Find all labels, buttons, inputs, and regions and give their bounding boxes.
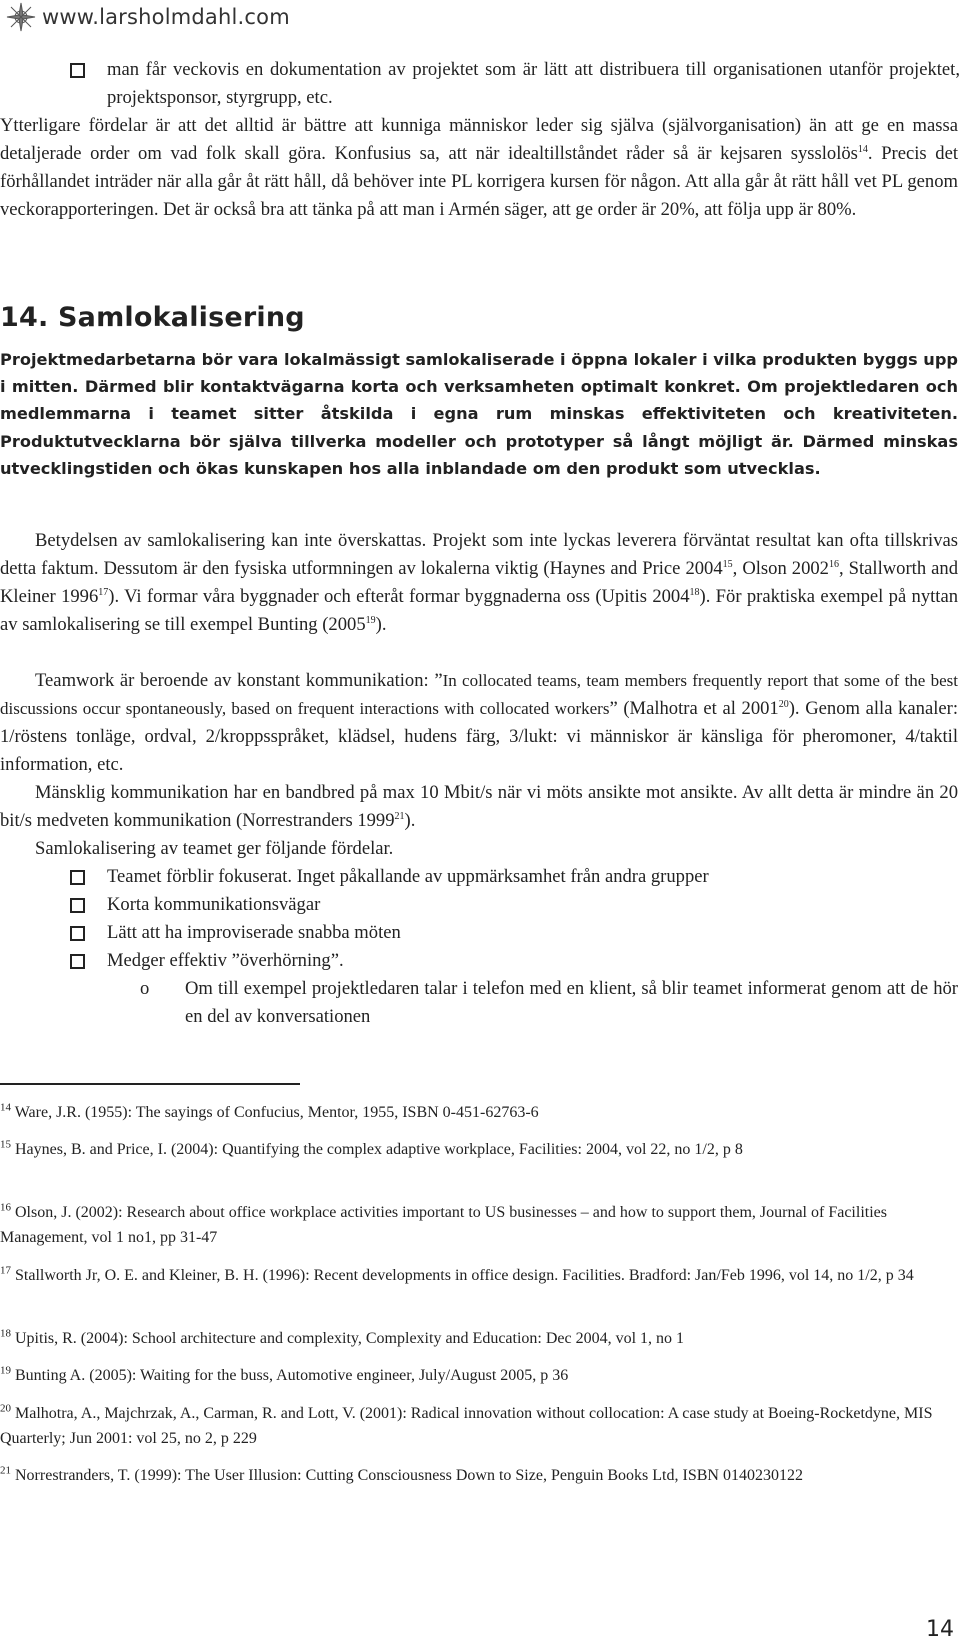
footnote-text: Haynes, B. and Price, I. (2004): Quantifying the complex adaptive workplace, Facilities: 2004, vol 22, no 1/2, p 8 [15,1141,743,1158]
list-item [70,891,960,919]
footnote-text: Olson, J. (2002): Research about office workplace activities important to US businesses – and how to support them, Journal of Facilities Management, vol 1 no1, pp 31-47 [0,1204,887,1246]
compass-rose-logo-icon [4,2,38,32]
footnote-ref-15[interactable]: 15 [722,558,733,570]
checkbox-bullet-icon [70,870,85,885]
p1-text-b: , Olson 2002 [732,558,829,579]
p1-text-d: ). Vi formar våra byggnader och efteråt formar byggnaderna oss (Upitis 2004 [108,586,690,607]
footnote-ref-18[interactable]: 18 [689,586,700,598]
footnote-15 [0,1137,958,1162]
paragraph-2 [0,667,958,779]
list-item-text: Teamet förblir fokuserat. Inget påkallande av uppmärksamhet från andra grupper [107,866,709,887]
checkbox-bullet-icon [70,926,85,941]
footnote-text: Ware, J.R. (1955): The sayings of Confucius, Mentor, 1955, ISBN 0-451-62763-6 [14,1104,539,1121]
paragraph-1 [0,527,958,639]
section-abstract: Projektmedarbetarna bör vara lokalmässigt samlokaliserade i öppna lokaler i vilka produkten byggs upp i mitten. Därmed blir kontaktvägarna korta och verksamheten optimalt konkret. Om projektledaren och medlemmarna i teamet sitter åtskilda i egna rum minskas effektiviteten och kreativiteten. Produktutvecklarna bör själva tillverka modeller och prototyper så långt möjligt är. Därmed minskas utvecklingstiden och ökas kunskapen hos alla inblandade om den produkt som utvecklas. [0,350,959,478]
footnote-ref-17[interactable]: 17 [98,586,109,598]
p3-text-b: ). [404,810,416,831]
p3-text-a: Mänsklig kommunikation har en bandbred på max 10 Mbit/s när vi möts ansikte mot ansikte. Av allt detta är mindre än 20 bit/s medveten kommunikation (Norrestranders 1999 [0,782,958,831]
p2-text-b: ” (Malhotra et al 2001 [609,698,779,719]
footnote-number: 21 [0,1464,11,1477]
list-item [70,919,960,947]
p2-text-a: Teamwork är beroende av konstant kommunikation: ” [35,670,443,691]
footnote-number: 18 [0,1327,11,1340]
footnote-text: Stallworth Jr, O. E. and Kleiner, B. H. (1996): Recent developments in office design. Facilities. Bradford: Jan/Feb 1996, vol 14, no 1/2, p 34 [15,1267,914,1284]
list-item [70,863,960,891]
p1-text-c: , Stallworth and Kleiner 1996 [0,558,958,607]
footnote-number: 15 [0,1138,11,1151]
p1-text-a: Betydelsen av samlokalisering kan inte överskattas. Projekt som inte lyckas leverera förväntat resultat kan ofta tillskrivas detta faktum. Dessutom är den fysiska utformningen av lokalerna viktig (Haynes and Price 2004 [0,530,958,579]
p2-text-c: ). Genom alla kanaler: 1/röstens tonläge, ordval, 2/kroppsspråket, klädsel, hudens färg, 3/lukt: vi människor är känsliga för pheromoner, 4/taktil information, etc. [0,698,958,775]
sub-list-item [140,975,958,1031]
footnote-17 [0,1263,958,1288]
intro-bullet [70,56,960,112]
sub-list-item-text: Om till exempel projektledaren talar i telefon med en klient, så blir teamet informerat genom att de hör en del av konversationen [185,978,958,1027]
paragraph-3 [0,779,958,835]
footnote-ref-20[interactable]: 20 [778,698,789,710]
footnote-text: Upitis, R. (2004): School architecture and complexity, Complexity and Education: Dec 2004, vol 1, no 1 [15,1330,685,1347]
list-item-text: Medger effektiv ”överhörning”. [107,950,344,971]
intro-text-1: Ytterligare fördelar är att det alltid är bättre att kunniga människor leder sig själva (självorganisation) än att ge en massa detaljerade order om vad folk skall göra. Konfusius sa, att när idealtillståndet råder så är kejsaren sysslolös [0,115,958,164]
footnote-ref-19[interactable]: 19 [365,614,376,626]
site-url[interactable]: www.larsholmdahl.com [42,5,290,29]
list-item-text: Lätt att ha improviserade snabba möten [107,922,401,943]
list-item [70,947,960,975]
footnote-ref-21[interactable]: 21 [394,810,405,822]
footnote-number: 19 [0,1364,11,1377]
footnote-text: Bunting A. (2005): Waiting for the buss, Automotive engineer, July/August 2005, p 36 [15,1367,569,1384]
section-heading: 14. Samlokalisering [0,302,305,333]
footnote-19 [0,1363,958,1388]
intro-bullet-text: man får veckovis en dokumentation av projektet som är lätt att distribuera till organisationen utanför projektet, projektsponsor, styrgrupp, etc. [107,59,960,108]
p2-quote: In collocated teams, team members frequently report that some of the best discussions occur spontaneously, based on frequent interactions with collocated workers [0,671,959,718]
footnote-ref-16[interactable]: 16 [828,558,839,570]
list-item-text: Korta kommunikationsvägar [107,894,321,915]
footnote-number: 14 [0,1101,11,1114]
checkbox-bullet-icon [70,63,85,78]
footnote-21 [0,1463,958,1488]
footnote-ref-14[interactable]: 14 [857,143,868,155]
footnote-text: Norrestranders, T. (1999): The User Illusion: Cutting Consciousness Down to Size, Penguin Books Ltd, ISBN 0140230122 [15,1467,803,1484]
intro-text-2: . Precis det förhållandet inträder när alla går åt rätt håll, då behöver inte PL korrigera kursen för någon. Att alla går åt rätt håll vet PL genom veckorapporteringen. Det är också bra att tänka på att man i Armén säger, att ge order är 20%, att följa upp är 80%. [0,143,958,220]
checkbox-bullet-icon [70,954,85,969]
footnote-number: 17 [0,1264,11,1277]
checkbox-bullet-icon [70,898,85,913]
footnote-number: 20 [0,1402,11,1415]
paragraph-4: Samlokalisering av teamet ger följande fördelar. [35,838,394,859]
footnote-text: Malhotra, A., Majchrzak, A., Carman, R. and Lott, V. (2001): Radical innovation without collocation: A case study at Boeing-Rocketdyne, MIS Quarterly; Jun 2001: vol 25, no 2, p 229 [0,1405,933,1447]
intro-paragraph [0,112,958,224]
p1-text-e: ). För praktiska exempel på nyttan av samlokalisering se till exempel Bunting (2005 [0,586,959,635]
footnote-divider [0,1083,300,1085]
footnote-number: 16 [0,1201,11,1214]
footnote-18 [0,1326,958,1351]
footnote-16 [0,1200,958,1250]
footnote-14 [0,1100,958,1125]
page-header [4,2,290,32]
page-number: 14 [926,1617,954,1642]
footnote-20 [0,1401,958,1451]
circle-bullet-icon: o [140,978,150,999]
p1-text-f: ). [375,614,387,635]
